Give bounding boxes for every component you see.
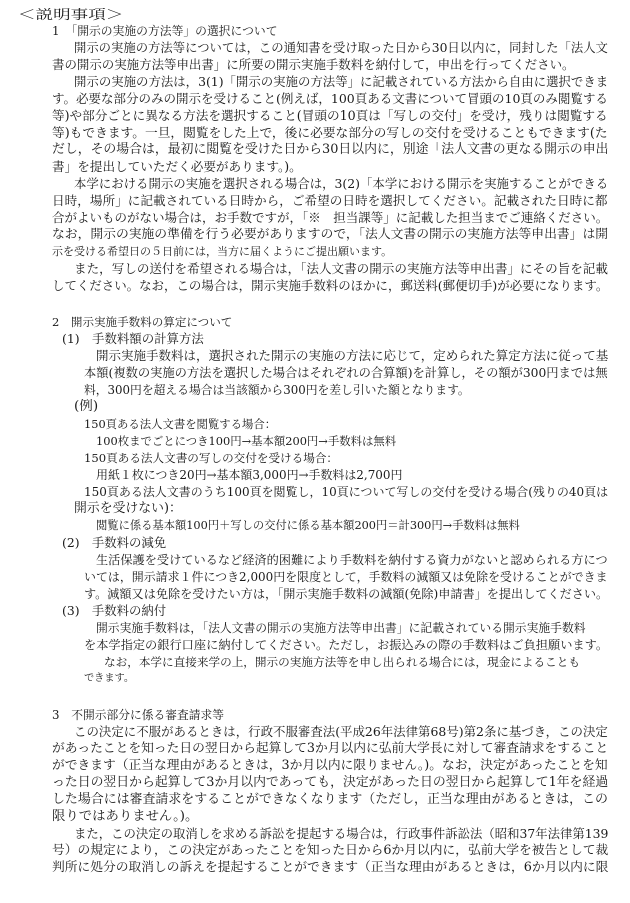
text-line: なお，開示の実施の準備を行う必要がありますので，「法人文書の開示の実施方法等申出書」は開: [52, 227, 609, 242]
subsection-heading: (2) 手数料の減免: [62, 536, 167, 550]
text-line: 号）の規定により，この決定があったことを知った日から6か月以内に，弘前大学を被告として裁: [52, 843, 609, 858]
text-line: 判所に処分の取消しの訴えを提起することができます（正当な理由があるときは，6か月以内に限: [52, 860, 609, 875]
text-line: なお，本学に直接来学の上，開示の実施方法等を申し出られる場合には，現金によることも: [104, 655, 580, 669]
text-line: してください。なお，この場合は，開示実施手数料のほかに，郵送料(郵便切手)が必要になります。: [52, 278, 609, 293]
text-line: いては，開示請求１件につき2,000円を限度として，手数料の減額又は免除を受けることができま: [84, 570, 608, 584]
text-line: 等)や部分ごとに異なる方法を選択すること(冒頭の10頁は「写しの交付」を受け，残りは閲覧する: [52, 108, 608, 123]
text-line: 開示を受けない)：: [74, 501, 182, 516]
text-line: この決定に不服があるときは，行政不服審査法(平成26年法律第68号)第2条に基づき，この決定: [74, 724, 608, 739]
text-line: 150頁ある法人文書のうち100頁を閲覧し，10頁について写しの交付を受ける場合(残りの40頁は: [84, 485, 609, 499]
text-line: 示を受ける希望日の５日前には，当方に届くようにご提出願います。: [52, 245, 393, 258]
text-line: があったことを知った日の翌日から起算して3か月以内に弘前大学長に対して審査請求をすること: [52, 741, 609, 756]
text-line: 本学における開示の実施を選択される場合は，3(2)「本学における開示を実施することができる: [74, 176, 609, 191]
text-line: できます。: [84, 673, 135, 684]
text-line: 書の開示の実施方法等申出書」に所要の開示実施手数料を納付して，申出を行ってください。: [52, 57, 575, 72]
text-line: 限りではありません。)。: [52, 809, 199, 824]
notice-heading: ＜説明事項＞: [18, 8, 124, 23]
text-line: (例): [74, 399, 99, 414]
text-line: 開示の実施の方法等については，この通知書を受け取った日から30日以内に，同封した「法人文: [74, 41, 608, 55]
text-line: 用紙１枚につき20円→基本額3,000円→手数料は2,700円: [96, 468, 403, 482]
text-line: す。必要な部分のみの開示を受けること(例えば，100頁ある文書について冒頭の10頁のみ閲覧する: [52, 91, 608, 106]
text-line: 本額(複数の実施の方法を選択した場合はそれぞれの合算額)を計算し，その額が300円までは無: [84, 366, 608, 380]
section-3-heading: 3 不開示部分に係る審査請求等: [52, 708, 224, 722]
text-line: だし，その場合は，最初に閲覧を受けた日から30日以内に，別途「法人文書の更なる開示の申出: [52, 142, 609, 157]
text-line: 生活保護を受けているなど経済的困難により手数料を納付する資力がないと認められる方につ: [96, 553, 608, 567]
section-2-heading: 2 開示実施手数料の算定について: [52, 315, 233, 329]
text-line: 等)もできます。一旦，閲覧をした上で，後に必要な部分の写しの交付を受けることもできます(た: [52, 125, 608, 140]
text-line: 開示の実施の方法は，3(1)「開示の実施の方法等」に記載されている方法から自由に選択できま: [74, 74, 609, 89]
text-line: す。減額又は免除を受けたい方は，「開示実施手数料の減額(免除)申請書」を提出してください。: [84, 587, 609, 601]
text-line: 開示実施手数料は，「法人文書の開示の実施方法等申出書」に記載されている開示実施手数料: [96, 621, 586, 635]
text-line: した場合には審査請求をすることができなくなります（ただし，正当な理由があるときは，この: [52, 792, 608, 807]
text-line: 合がよいものがない場合は，お手数ですが，「※ 担当課等」に記載した担当までご連絡ください。: [52, 210, 609, 225]
subsection-heading: (1) 手数料額の計算方法: [62, 331, 204, 346]
text-line: ができます（正当な理由があるときは，3か月以内に限りません。)。なお，決定があったことを知: [52, 758, 608, 773]
text-line: 料，300円を超える場合は当該額から300円を差し引いた額となります。: [84, 383, 470, 397]
text-line: 書」を提出していただく必要があります。)。: [52, 159, 302, 174]
text-line: 100枚までごとにつき100円→基本額200円→手数料は無料: [96, 434, 397, 448]
subsection-heading: (3) 手数料の納付: [62, 604, 167, 618]
text-line: 開示実施手数料は，選択された開示の実施の方法に応じて，定められた算定方法に従って基: [96, 348, 609, 363]
text-line: 日時，場所」に記載されている日時から，ご希望の日時を選択してください。記載された日時に都: [52, 193, 608, 208]
section-1-heading: 1 「開示の実施の方法等」の選択について: [52, 24, 278, 38]
text-line: 150頁ある法人文書の写しの交付を受ける場合：: [84, 451, 339, 465]
text-line: を本学指定の銀行口座に納付してください。ただし，お振込みの際の手数料はご負担願います。: [84, 638, 609, 652]
text-line: った日の翌日から起算して3か月以内であっても，決定があった日の翌日から起算して1年を経過: [52, 775, 609, 790]
text-line: また，写しの送付を希望される場合は，「法人文書の開示の実施方法等申出書」にその旨を記載: [74, 261, 608, 276]
text-line: また，この決定の取消しを求める訴訟を提起する場合は，行政事件訴訟法（昭和37年法律第139: [74, 827, 609, 841]
text-line: 閲覧に係る基本額100円＋写しの交付に係る基本額200円＝計300円→手数料は無料: [96, 519, 520, 532]
text-line: 150頁ある法人文書を閲覧する場合：: [84, 417, 277, 431]
